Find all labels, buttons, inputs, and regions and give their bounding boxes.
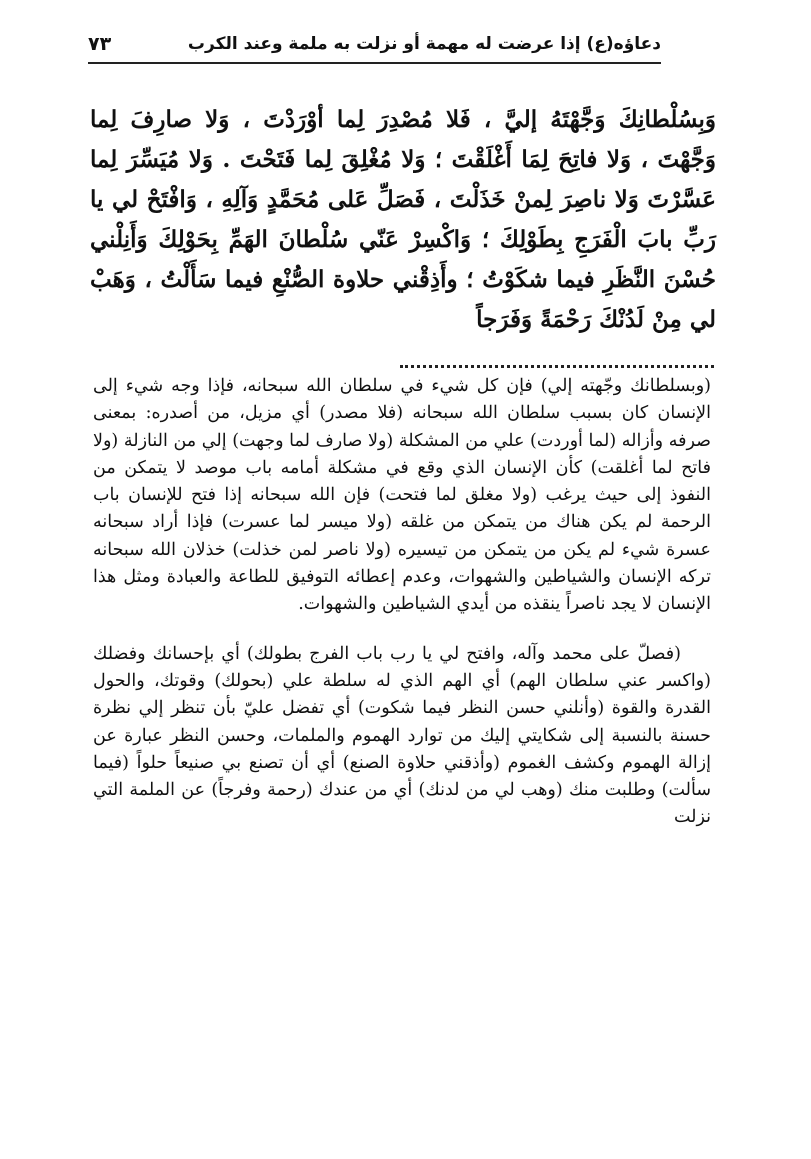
header-rule xyxy=(88,62,661,64)
running-title: دعاؤه(ع) إذا عرضت له مهمة أو نزلت به ملمة وعند الكرب xyxy=(187,34,661,54)
page-number: ٧٣ xyxy=(88,33,112,55)
commentary-paragraph-2: (فصلّ على محمد وآله، وافتح لي يا رب باب الفرج بطولك) أي بإحسانك وفضلك (واكسر عني سلطان الهم) أي الهم الذي له سلطة علي (بحولك) وقوتك، والحول القدرة والقوة (وأنلني حسن النظر فيما شكوت) أي تفضل عليّ بأن تنظر إلي نظرة حسنة بالنسبة إلى شكايتي إليك من توارد الهموم والملمات، وحسن النظر عبارة عن إزالة الهموم وكشف الغموم (وأذقني حلاوة الصنع) أي أن تصنع بي صنيعاً حلواً (فيما سألت) وطلبت منك (وهب لي من لدنك) أي من عندك (رحمة وفرجاً) عن الملمة التي نزلت xyxy=(93,643,711,828)
page-header xyxy=(88,33,661,55)
dotted-separator xyxy=(400,365,714,368)
commentary xyxy=(93,373,711,832)
commentary-paragraph-1: (وبسلطانك وجّهته إلي) فإن كل شيء في سلطان الله سبحانه، فإذا وجه شيء إلى الإنسان كان بسبب سلطان الله سبحانه (فلا مصدر) أي مزيل، من أصدره: بمعنى صرفه وأزاله (لما أوردت) علي من المشكلة (ولا صارف لما وجهت) إلي من النازلة (ولا فاتح لما أغلقت) كأن الإنسان الذي وقع في مشكلة أمامه باب موصد لا يتمكن من النفوذ إلى حيث يرغب (ولا مغلق لما فتحت) فإن الله سبحانه إذا فتح للإنسان باب الرحمة لم يكن هناك من يتمكن من غلقه (ولا ميسر لما عسرت) فإذا أراد سبحانه عسرة شيء لم يكن من يتمكن من تيسيره (ولا ناصر لمن خذلت) خذلان الله سبحانه تركه الإنسان والشياطين والشهوات، وعدم إعطائه التوفيق للطاعة والعبادة ومثل هذا الإنسان لا يجد ناصراً ينقذه من أيدي الشياطين والشهوات. xyxy=(93,376,711,615)
supplication-text: وَبِسُلْطانِكَ وَجَّهْتَهُ إليَّ ، فَلا مُصْدِرَ لِما أوْرَدْتَ ، وَلا صارِفَ لِما وَجَّهْتَ ، وَلا فاتِحَ لِمَا أَغْلَقْتَ ؛ وَلا مُغْلِقَ لِما فَتَحْتَ . وَلا مُيَسِّرَ لِما عَسَّرْتَ وَلا ناصِرَ لِمنْ خَذَلْتَ ، فَصَلِّ عَلى مُحَمَّدٍ وَآلِهِ ، وَافْتَحْ لي يا رَبِّ بابَ الْفَرَجِ بِطَوْلِكَ ؛ وَاكْسِرْ عَنّي سُلْطانَ الهَمِّ بِحَوْلِكَ وَأَنِلْني حُسْنَ النَّظَرِ فيما شكَوْتُ ؛ وأَذِقْني حلاوة الصُّنْعِ فيما سَأَلْتُ ، وَهَبْ لي مِنْ لَدُنْكَ رَحْمَةً وَفَرَجاً xyxy=(90,106,716,333)
